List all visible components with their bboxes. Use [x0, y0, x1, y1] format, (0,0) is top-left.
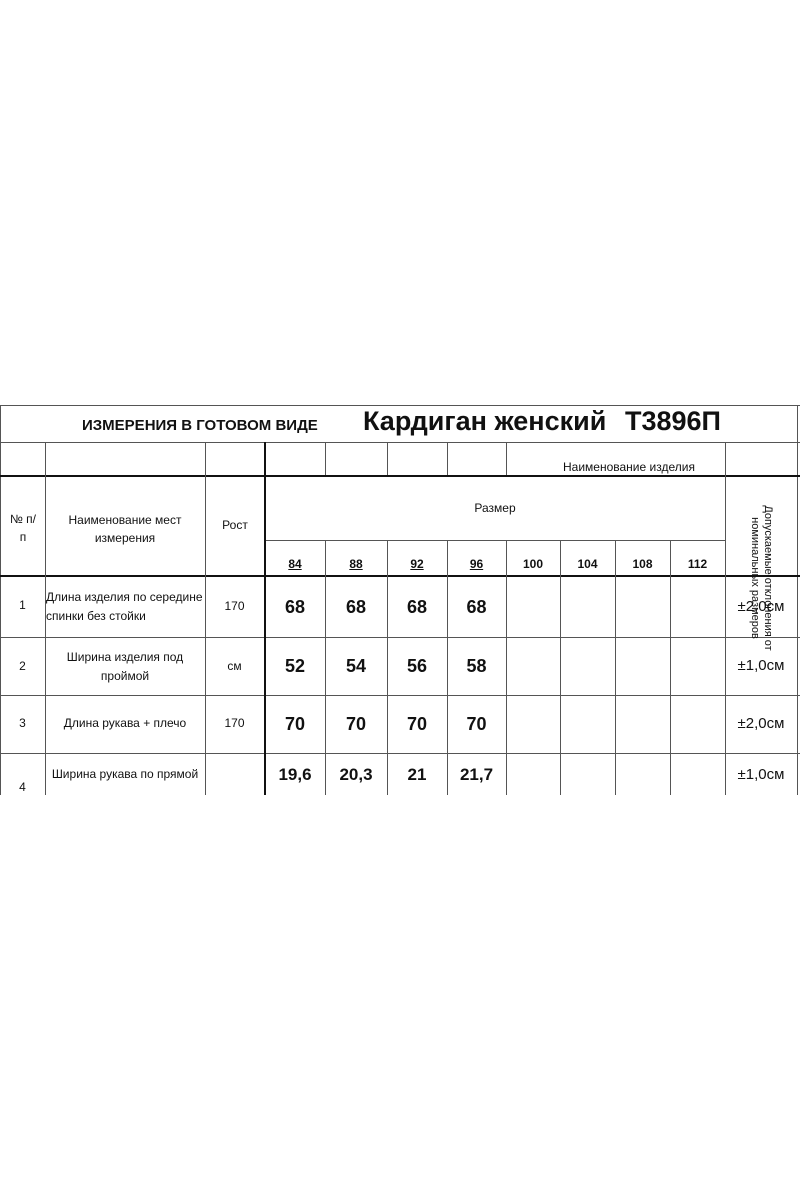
- tolerance-value: ±2,0см: [737, 598, 785, 615]
- grid-line: [670, 540, 671, 795]
- size-value: 20,3: [339, 765, 373, 784]
- grid-line: [387, 442, 388, 475]
- grid-line: [265, 540, 725, 541]
- size-value: 52: [284, 656, 306, 676]
- size-label: 84: [288, 557, 302, 571]
- grid-line: [0, 475, 800, 477]
- size-label: 100: [522, 557, 544, 571]
- size-value: 68: [284, 597, 306, 617]
- measure-place-line: Длина изделия по середине: [46, 590, 203, 604]
- tolerance-value: ±2,0см: [737, 715, 785, 732]
- size-label: 108: [632, 557, 653, 571]
- product-name-label: Наименование изделия: [563, 460, 695, 474]
- grid-line: [325, 442, 326, 475]
- column-measure-place-header: Наименование мест измерения: [68, 513, 182, 545]
- size-value: 56: [406, 656, 428, 676]
- size-label: 112: [687, 557, 708, 571]
- size-value: 70: [284, 714, 306, 734]
- row-height: 170: [224, 599, 245, 613]
- row-number: 3: [19, 716, 26, 730]
- measure-place-line: Ширина изделия под: [66, 650, 184, 664]
- column-number-header: № п/п: [9, 512, 37, 544]
- size-label: 104: [577, 557, 598, 571]
- tolerance-value: ±1,0см: [737, 657, 785, 674]
- size-label: 92: [410, 557, 424, 571]
- row-height: 170: [224, 716, 245, 730]
- measurements-heading: ИЗМЕРЕНИЯ В ГОТОВОМ ВИДЕ: [82, 417, 318, 434]
- border-right: [797, 405, 798, 795]
- tolerance-value: ±1,0см: [737, 766, 785, 783]
- size-chart-table: [0, 405, 800, 795]
- row-number: 4: [19, 780, 26, 794]
- grid-line: [264, 442, 266, 795]
- size-value: 68: [406, 597, 428, 617]
- grid-line: [506, 540, 507, 795]
- product-title: Кардиган женский: [363, 406, 607, 436]
- size-value: 70: [466, 714, 487, 734]
- row-number: 1: [19, 598, 26, 612]
- size-value: 54: [345, 656, 367, 676]
- grid-line: [506, 442, 507, 475]
- grid-line: [0, 637, 800, 638]
- grid-line: [615, 540, 616, 795]
- column-size-header: Размер: [474, 501, 516, 515]
- grid-line: [560, 540, 561, 795]
- size-value: 68: [345, 597, 367, 617]
- column-height-header: Рост: [222, 518, 248, 532]
- column-tolerance-header: Допускаемые отклонения от номинальных размеров: [749, 505, 774, 651]
- grid-line: [447, 442, 448, 475]
- size-value: 19,6: [278, 765, 312, 784]
- grid-line: [205, 442, 206, 795]
- grid-line: [725, 442, 726, 795]
- grid-line: [0, 753, 800, 754]
- grid-line: [0, 442, 800, 443]
- product-code: Т3896П: [625, 406, 721, 436]
- size-value: 58: [466, 656, 487, 676]
- size-value: 68: [466, 597, 487, 617]
- row-height: см: [227, 659, 242, 673]
- size-value: 21: [407, 765, 427, 784]
- size-value: 70: [345, 714, 367, 734]
- size-label: 96: [469, 557, 484, 571]
- measure-place-line: спинки без стойки: [46, 609, 146, 623]
- size-value: 70: [406, 714, 428, 734]
- grid-line: [0, 695, 800, 696]
- measure-place-line: Длина рукава + плечо: [63, 716, 187, 730]
- grid-line: [0, 575, 800, 577]
- size-value: 21,7: [459, 765, 494, 784]
- measure-place-line: Ширина рукава по прямой: [51, 767, 199, 781]
- size-label: 88: [349, 557, 363, 571]
- row-number: 2: [19, 659, 26, 673]
- measure-place-line: проймой: [100, 669, 150, 683]
